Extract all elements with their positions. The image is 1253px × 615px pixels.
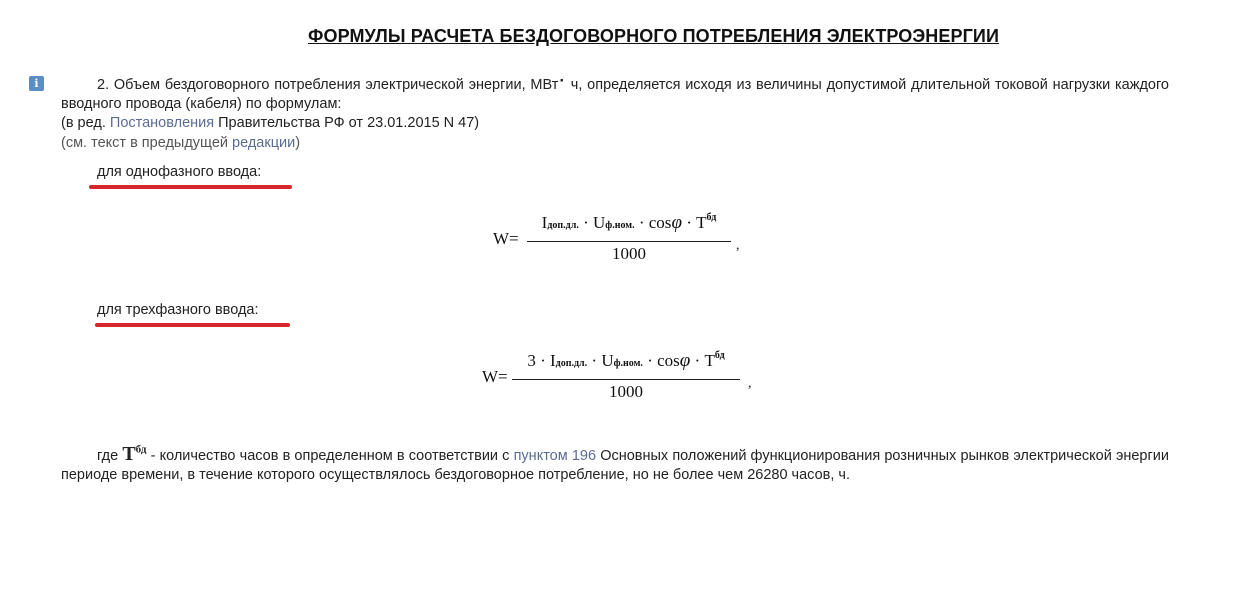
single-phase-denominator: 1000: [612, 244, 646, 263]
previous-edition-link[interactable]: редакции: [232, 135, 296, 151]
single-phase-formula: W= Iдоп.дл. · Uф.ном. · $\cos\varphi \cdot T^{бд}$ 1000: [493, 212, 753, 272]
three-phase-formula: W= 3 · Iдоп.дл. · Uф.ном. · $\cos\varphi \cdot T^{бд}$ 1000: [482, 350, 762, 410]
where-text-b: Основных положений функционирования розничных рынков электрической энергии периоде времени, в течение которого осуществлялось бездоговорное потребление, но не более чем 26280 часов, ч.: [61, 448, 1169, 483]
three-phase-underline: [95, 323, 290, 327]
three-phase-numerator: 3 · Iдоп.дл. · Uф.ном. · $\cos\varphi \cdot T^{бд}$: [527, 350, 725, 371]
single-phase-numerator: Iдоп.дл. · Uф.ном. · $\cos\varphi \cdot T^{бд}$: [541, 212, 717, 233]
paragraph-2: [61, 71, 1169, 114]
where-text-a: - количество часов в определенном в соответствии с: [146, 448, 514, 464]
three-phase-fraction-line: [512, 379, 740, 380]
edition-prefix: (в ред.: [61, 115, 110, 131]
multiply-dot: ·: [559, 71, 566, 90]
three-phase-comma: ,: [748, 376, 752, 391]
page-title: ФОРМУЛЫ РАСЧЕТА БЕЗДОГОВОРНОГО ПОТРЕБЛЕНИЯ ЭЛЕКТРОЭНЕРГИИ: [308, 26, 999, 46]
decree-link[interactable]: Постановления: [109, 115, 215, 131]
where-prefix: где: [97, 448, 123, 464]
single-phase-underline: [89, 185, 292, 189]
previous-edition-prefix: (см. текст в предыдущей: [61, 135, 233, 151]
where-paragraph: [61, 443, 1169, 485]
edition-suffix: Правительства РФ от 23.01.2015 N 47): [214, 115, 480, 131]
three-phase-denominator: 1000: [609, 382, 643, 401]
single-phase-comma: ,: [736, 238, 740, 253]
paragraph-text-b: ч, определяется исходя из величины допустимой длительной токовой нагрузки каждого вводного провода (кабеля) по формулам:: [61, 77, 1169, 112]
three-phase-label: для трехфазного ввода:: [97, 302, 259, 318]
clause-196-link[interactable]: пунктом 196: [513, 448, 597, 464]
paragraph-text-a: 2. Объем бездоговорного потребления электрической энергии, МВт: [97, 77, 559, 93]
info-icon[interactable]: i: [29, 76, 44, 91]
single-phase-fraction-line: [527, 241, 731, 242]
edition-note: [61, 114, 479, 133]
previous-edition-suffix: ): [295, 135, 301, 151]
t-bd-symbol: $T^{бд}$: [122, 443, 147, 465]
single-phase-label: для однофазного ввода:: [97, 164, 262, 180]
previous-edition-note: [61, 134, 300, 153]
